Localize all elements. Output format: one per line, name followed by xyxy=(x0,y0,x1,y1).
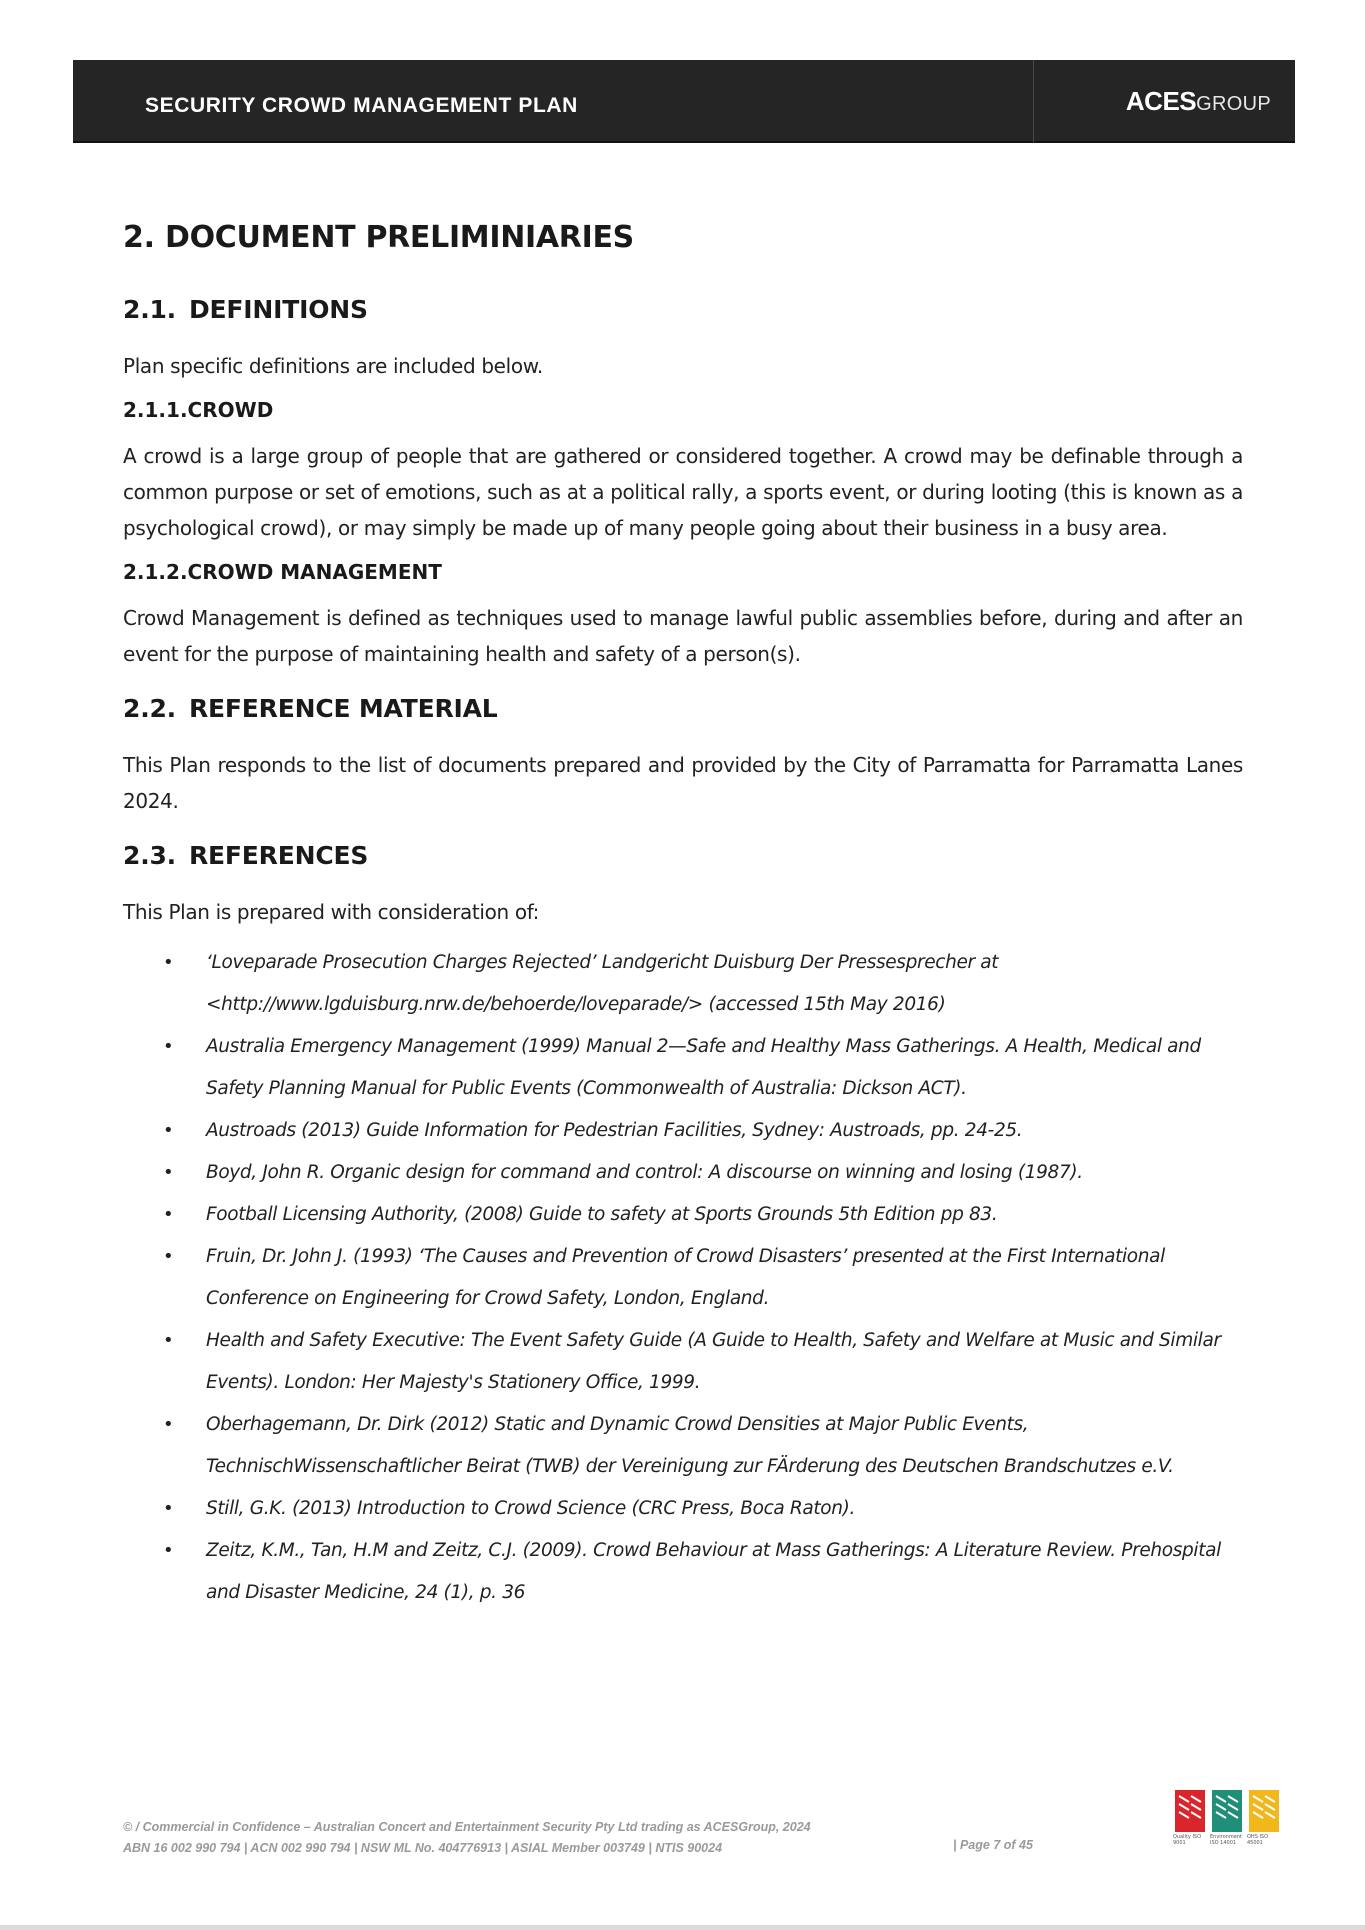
page-number: | Page 7 of 45 xyxy=(953,1838,1033,1852)
section-heading-2-1 xyxy=(123,295,1243,324)
heading-number: 2.3. xyxy=(123,841,176,870)
reference-item: • Fruin, Dr. John J. (1993) ‘The Causes and Prevention of Crowd Disasters’ presented at the First International Conference on Engineering for Crowd Safety, London, England. xyxy=(123,1236,1243,1320)
heading-text: REFERENCES xyxy=(189,841,369,870)
cert-label: Quality ISO 9001 xyxy=(1173,1834,1202,1846)
heading-number: 2.1.1. xyxy=(123,398,188,422)
bullet-icon: • xyxy=(163,1162,174,1183)
heading-number: 2.1. xyxy=(123,295,176,324)
page-header xyxy=(73,60,1295,143)
heading-text: CROWD MANAGEMENT xyxy=(187,560,442,584)
reference-item: • ‘Loveparade Prosecution Charges Rejected’ Landgericht Duisburg Der Pressesprecher at <http://www.lgduisburg.nrw.de/behoerde/loveparade/> (accessed 15th May 2016) xyxy=(123,942,1243,1026)
definitions-intro: Plan specific definitions are included below. xyxy=(123,354,543,378)
reference-item: • Austroads (2013) Guide Information for Pedestrian Facilities, Sydney: Austroads, pp. 24-25. xyxy=(123,1110,1243,1152)
header-divider xyxy=(1033,60,1034,143)
reference-item: • Health and Safety Executive: The Event Safety Guide (A Guide to Health, Safety and Welfare at Music and Similar Events). London: Her Majesty's Stationery Office, 1999. xyxy=(123,1320,1243,1404)
heading-text: DOCUMENT PRELIMINIARIES xyxy=(165,220,634,255)
crowd-management-definition: Crowd Management is defined as techniques used to manage lawful public assemblies before, during and after an event for the purpose of maintaining health and safety of a person(s). xyxy=(123,606,1243,666)
section-heading-2-1-1 xyxy=(123,398,1243,422)
reference-material-text: This Plan responds to the list of documents prepared and provided by the City of Parramatta for Parramatta Lanes 2024. xyxy=(123,753,1243,813)
bottom-divider xyxy=(0,1925,1365,1930)
heading-number: 2.2. xyxy=(123,694,176,723)
reference-item: • Still, G.K. (2013) Introduction to Crowd Science (CRC Press, Boca Raton). xyxy=(123,1488,1243,1530)
bullet-icon: • xyxy=(163,1246,174,1267)
heading-number: 2. xyxy=(123,220,155,255)
section-heading-2-2 xyxy=(123,694,1243,723)
reference-item: • Boyd, John R. Organic design for command and control: A discourse on winning and losing (1987). xyxy=(123,1152,1243,1194)
section-heading-2-1-2 xyxy=(123,560,1243,584)
bullet-icon: • xyxy=(163,952,174,973)
reference-item: • Australia Emergency Management (1999) Manual 2—Safe and Healthy Mass Gatherings. A Health, Medical and Safety Planning Manual for Public Events (Commonwealth of Australia: Dickson ACT). xyxy=(123,1026,1243,1110)
references-intro: This Plan is prepared with consideration of: xyxy=(123,900,540,924)
ohs-cert-icon xyxy=(1247,1790,1281,1852)
heading-text: REFERENCE MATERIAL xyxy=(189,694,498,723)
heading-number: 2.1.2. xyxy=(123,560,188,584)
aces-group-logo xyxy=(1126,86,1271,117)
bullet-icon: • xyxy=(163,1414,174,1435)
reference-item: • Oberhagemann, Dr. Dirk (2012) Static and Dynamic Crowd Densities at Major Public Events, TechnischWissenschaftlicher Beirat (TWB) der Vereinigung zur FÄrderung des Deutschen Brandschutzes e.V. xyxy=(123,1404,1243,1488)
cert-label: Environment ISO 14001 xyxy=(1210,1834,1242,1846)
reference-item: • Zeitz, K.M., Tan, H.M and Zeitz, C.J. (2009). Crowd Behaviour at Mass Gatherings: A Literature Review. Prehospital and Disaster Medicine, 24 (1), p. 36 xyxy=(123,1530,1243,1614)
heading-text: DEFINITIONS xyxy=(189,295,368,324)
bullet-icon: • xyxy=(163,1204,174,1225)
certification-badges xyxy=(1173,1790,1283,1852)
logo-group-text: GROUP xyxy=(1196,93,1271,115)
cert-flag-icon xyxy=(1212,1790,1242,1832)
section-heading-2-3 xyxy=(123,841,1243,870)
bullet-icon: • xyxy=(163,1540,174,1561)
footer-registration: ABN 16 002 990 794 | ACN 002 990 794 | NSW ML No. 404776913 | ASIAL Member 003749 | NTIS 90024 xyxy=(123,1841,723,1855)
cert-label: OHS ISO 45001 xyxy=(1247,1834,1269,1846)
bullet-icon: • xyxy=(163,1036,174,1057)
document-body xyxy=(123,220,1243,1614)
crowd-definition: A crowd is a large group of people that are gathered or considered together. A crowd may be definable through a common purpose or set of emotions, such as at a political rally, a sports event, or during looting (this is known as a psychological crowd), or may simply be made up of many people going about their business in a busy area. xyxy=(123,444,1243,540)
environment-cert-icon xyxy=(1210,1790,1244,1852)
cert-flag-icon xyxy=(1175,1790,1205,1832)
bullet-icon: • xyxy=(163,1330,174,1351)
reference-item: • Football Licensing Authority, (2008) Guide to safety at Sports Grounds 5th Edition pp 83. xyxy=(123,1194,1243,1236)
section-heading-2 xyxy=(123,220,1243,255)
bullet-icon: • xyxy=(163,1120,174,1141)
logo-aces-text: ACES xyxy=(1125,86,1197,116)
quality-cert-icon xyxy=(1173,1790,1207,1852)
footer-copyright: © / Commercial in Confidence – Australian Concert and Entertainment Security Pty Ltd trading as ACESGroup, 2024 xyxy=(123,1820,811,1834)
heading-text: CROWD xyxy=(187,398,274,422)
header-title: SECURITY CROWD MANAGEMENT PLAN xyxy=(145,94,578,117)
cert-flag-icon xyxy=(1249,1790,1279,1832)
bullet-icon: • xyxy=(163,1498,174,1519)
references-list xyxy=(123,942,1243,1614)
